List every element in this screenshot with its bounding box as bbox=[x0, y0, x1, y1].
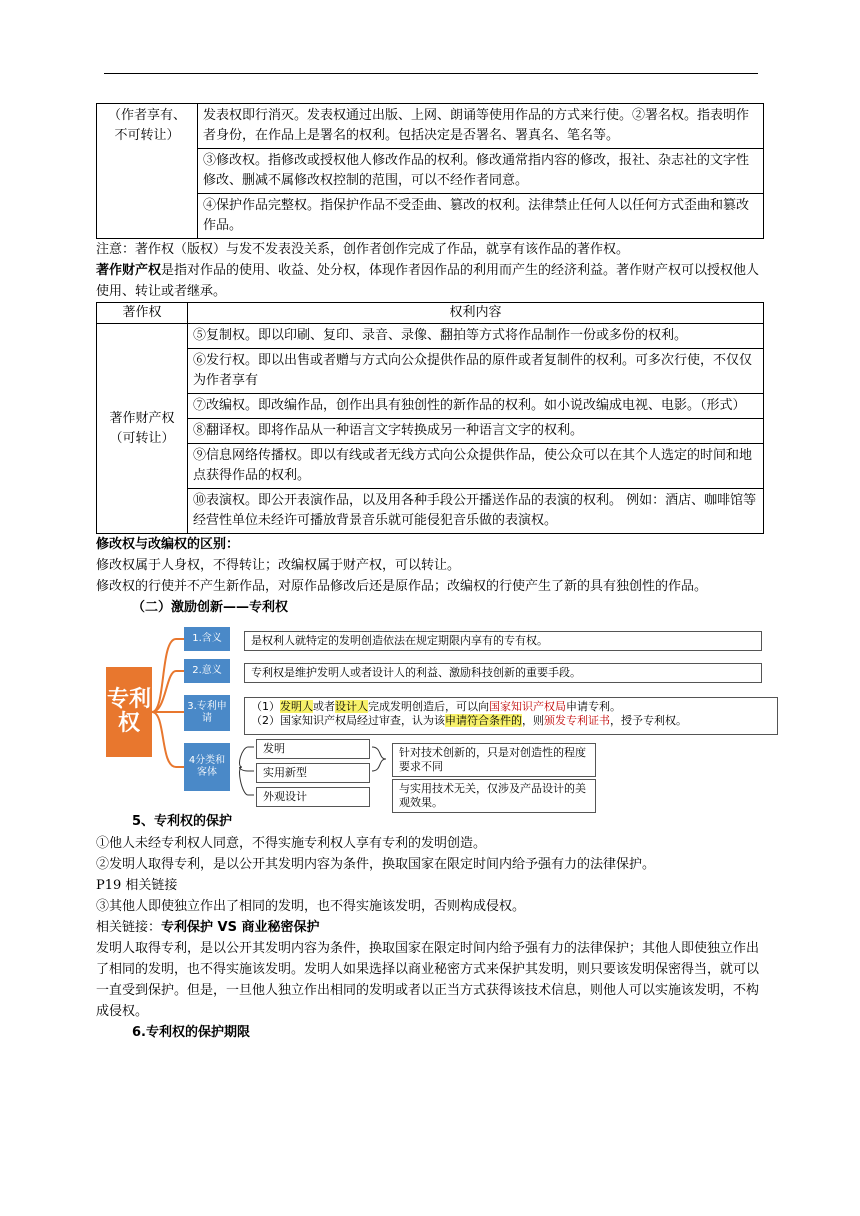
section2-title: （二）激励创新——专利权 bbox=[132, 600, 289, 615]
s5-item-1: ①他人未经专利权人同意，不得实施专利权人享有专利的发明创造。 bbox=[96, 836, 487, 851]
node-types: 4分类和客体 bbox=[184, 743, 230, 791]
node-significance: 2.意义 bbox=[184, 659, 230, 683]
type-desc-technical: 针对技术创新的，只是对创造性的程度要求不同 bbox=[392, 743, 596, 777]
application-box bbox=[244, 697, 778, 735]
property-label-1: 著作财产权 bbox=[109, 410, 175, 426]
property-row-5: ⑨信息网络传播权。即以有线或者无线方式向公众提供作品，使公众可以在其个人选定的时间和地点获得作品的权利。 bbox=[188, 444, 764, 489]
diff-p1: 修改权属于人身权，不得转让；改编权属于财产权，可以转让。 bbox=[96, 558, 461, 573]
related-link-text: 发明人取得专利，是以公开其发明内容为条件，换取国家在限定时间内给予强有力的法律保护；其他人即使独立作出了相同的发明，也不得实施该发明。发明人如果选择以商业秘密方式来保护其发明，则只要该发明保密得当，就可以一直受到保护。但是，一旦他人独立作出相同的发明或者以正当方式获得该技术信息，则他人可以实施该发明，不构成侵权。 bbox=[96, 941, 760, 1019]
col-header-right: 权利内容 bbox=[188, 303, 764, 324]
link-prefix: 相关链接： bbox=[96, 920, 162, 935]
document-body bbox=[96, 103, 766, 1044]
node-meaning: 1.含义 bbox=[184, 627, 230, 651]
related-link-title bbox=[96, 917, 766, 938]
diff-title bbox=[96, 534, 766, 555]
diff-p2: 修改权的行使并不产生新作品，对原作品修改后还是原作品；改编权的行使产生了新的具有独创性的作品。 bbox=[96, 579, 708, 594]
type-design: 外观设计 bbox=[256, 787, 370, 807]
link-title: 专利保护 VS 商业秘密保护 bbox=[161, 920, 320, 935]
moral-row-3: ④保护作品完整权。指保护作品不受歪曲、篡改的权利。法律禁止任何人以任何方式歪曲和篡改作品。 bbox=[198, 194, 764, 239]
moral-rights-table bbox=[96, 103, 764, 239]
property-rights-table bbox=[96, 302, 764, 534]
property-term: 著作财产权 bbox=[96, 263, 162, 278]
application-line-2: （2）国家知识产权局经过审查，认为该申请符合条件的，则颁发专利证书，授予专利权。 bbox=[251, 714, 687, 727]
s6-title: 6.专利权的保护期限 bbox=[132, 1025, 250, 1040]
property-row-6: ⑩表演权。即公开表演作品，以及用各种手段公开播送作品的表演的权利。 例如：酒店、咖啡馆等经营性单位未经许可播放背景音乐就可能侵犯音乐做的表演权。 bbox=[188, 489, 764, 534]
property-text: 是指对作品的使用、收益、处分权，体现作者因作品的利用而产生的经济利益。著作财产权可以授权他人使用、转让或者继承。 bbox=[96, 263, 760, 299]
note-copyright: 注意：著作权（版权）与发不发表没关系，创作者创作完成了作品，就享有该作品的著作权。 bbox=[96, 242, 630, 257]
diff-title-text: 修改权与改编权的区别： bbox=[96, 537, 240, 552]
type-invention: 发明 bbox=[256, 739, 370, 759]
s5-item-2: ②发明人取得专利，是以公开其发明内容为条件，换取国家在限定时间内给予强有力的法律保护。 bbox=[96, 857, 656, 872]
patent-mind-map bbox=[96, 619, 766, 809]
property-row-3: ⑦改编权。即改编作品，创作出具有独创性的新作品的权利。如小说改编成电视、电影。（形式） bbox=[188, 394, 764, 419]
s5-item-3: P19 相关链接 bbox=[96, 878, 178, 893]
type-desc-design: 与实用技术无关，仅涉及产品设计的美观效果。 bbox=[392, 779, 596, 813]
significance-box: 专利权是维护发明人或者设计人的利益、激励科技创新的重要手段。 bbox=[244, 663, 762, 683]
type-utility-model: 实用新型 bbox=[256, 763, 370, 783]
s5-title: 5、专利权的保护 bbox=[132, 814, 233, 829]
col-header-left: 著作权 bbox=[97, 303, 188, 324]
node-application: 3.专利申请 bbox=[184, 695, 230, 731]
property-row-4: ⑧翻译权。即将作品从一种语言文字转换成另一种语言文字的权利。 bbox=[188, 419, 764, 444]
moral-row-2: ③修改权。指修改或授权他人修改作品的权利。修改通常指内容的修改，报社、杂志社的文字性修改、删减不属修改权控制的范围，可以不经作者同意。 bbox=[198, 149, 764, 194]
meaning-box: 是权利人就特定的发明创造依法在规定期限内享有的专有权。 bbox=[244, 631, 762, 651]
property-rights-label bbox=[97, 324, 188, 534]
moral-rights-label: （作者享有、不可转让） bbox=[97, 104, 198, 239]
mind-map-root: 专利权 bbox=[106, 667, 152, 757]
property-row-1: ⑤复制权。即以印刷、复印、录音、录像、翻拍等方式将作品制作一份或多份的权利。 bbox=[188, 324, 764, 349]
moral-row-1: 发表权即行消灭。发表权通过出版、上网、朗诵等使用作品的方式来行使。②署名权。指表明作者身份，在作品上是署名的权利。包括决定是否署名、署真名、笔名等。 bbox=[198, 104, 764, 149]
property-row-2: ⑥发行权。即以出售或者赠与方式向公众提供作品的原件或者复制件的权利。可多次行使，不仅仅为作者享有 bbox=[188, 349, 764, 394]
s5-item-4: ③其他人即使独立作出了相同的发明，也不得实施该发明，否则构成侵权。 bbox=[96, 899, 526, 914]
header-rule bbox=[104, 73, 758, 74]
property-label-2: （可转让） bbox=[109, 430, 175, 446]
application-line-1: （1）发明人或者设计人完成发明创造后，可以向国家知识产权局申请专利。 bbox=[251, 700, 621, 713]
property-definition bbox=[96, 260, 766, 302]
